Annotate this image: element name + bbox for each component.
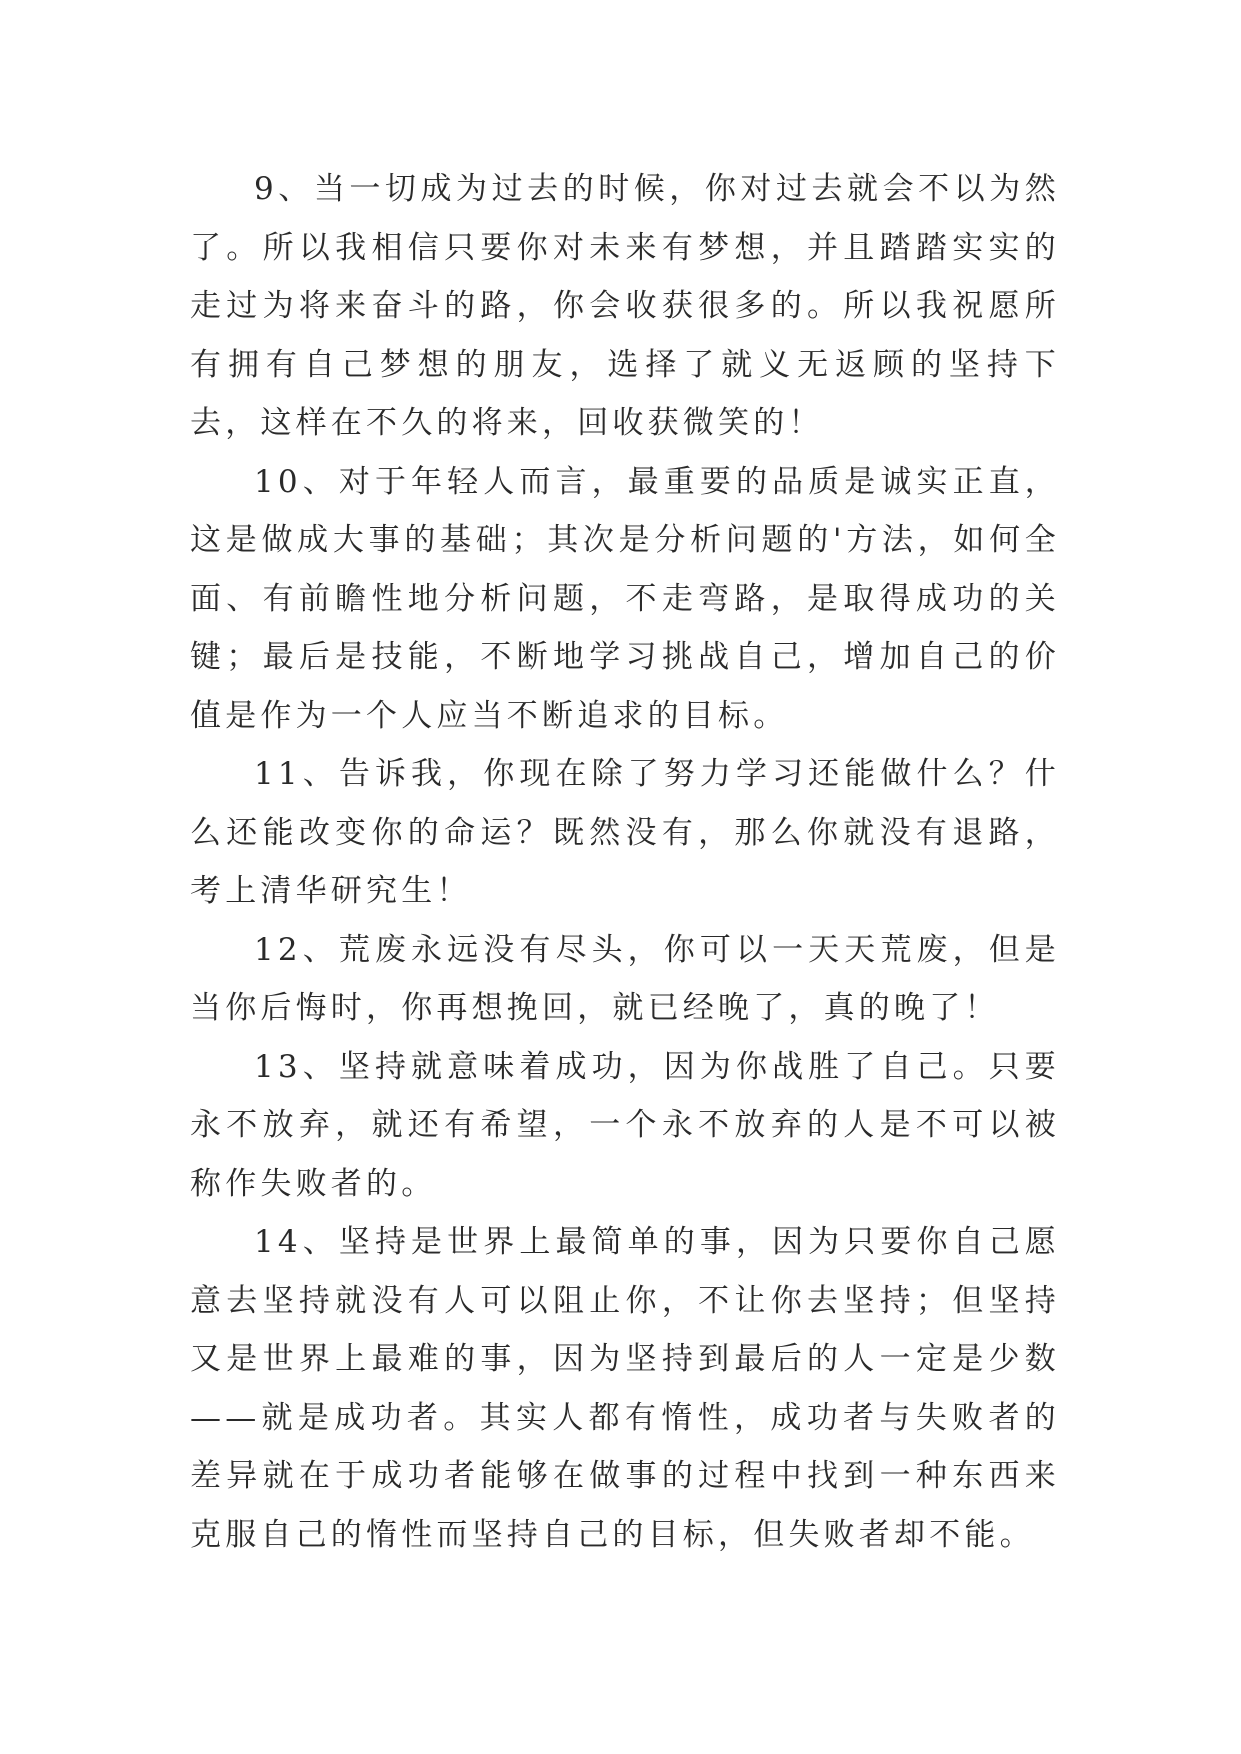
paragraph-12: 12、荒废永远没有尽头，你可以一天天荒废，但是当你后悔时，你再想挽回，就已经晚了，真的晚了！: [190, 931, 1060, 1026]
paragraph-14: 14、坚持是世界上最简单的事，因为只要你自己愿意去坚持就没有人可以阻止你，不让你去坚持；但坚持又是世界上最难的事，因为坚持到最后的人一定是少数——就是成功者。其实人都有惰性，成功者与失败者的差异就在于成功者能够在做事的过程中找到一种东西来克服自己的惰性而坚持自己的目标，但失败者却不能。: [190, 1224, 1060, 1553]
paragraph-11: 11、告诉我，你现在除了努力学习还能做什么？什么还能改变你的命运？既然没有，那么你就没有退路，考上清华研究生！: [190, 756, 1060, 909]
document-body: [190, 160, 1060, 1564]
paragraph-9: 9、当一切成为过去的时候，你对过去就会不以为然了。所以我相信只要你对未来有梦想，并且踏踏实实的走过为将来奋斗的路，你会收获很多的。所以我祝愿所有拥有自己梦想的朋友，选择了就义无返顾的坚持下去，这样在不久的将来，回收获微笑的！: [190, 171, 1060, 441]
paragraph-13: 13、坚持就意味着成功，因为你战胜了自己。只要永不放弃，就还有希望，一个永不放弃的人是不可以被称作失败者的。: [190, 1048, 1060, 1202]
paragraph-10: 10、对于年轻人而言，最重要的品质是诚实正直，这是做成大事的基础；其次是分析问题的'方法，如何全面、有前瞻性地分析问题，不走弯路，是取得成功的关键；最后是技能，不断地学习挑战自己，增加自己的价值是作为一个人应当不断追求的目标。: [190, 463, 1060, 734]
